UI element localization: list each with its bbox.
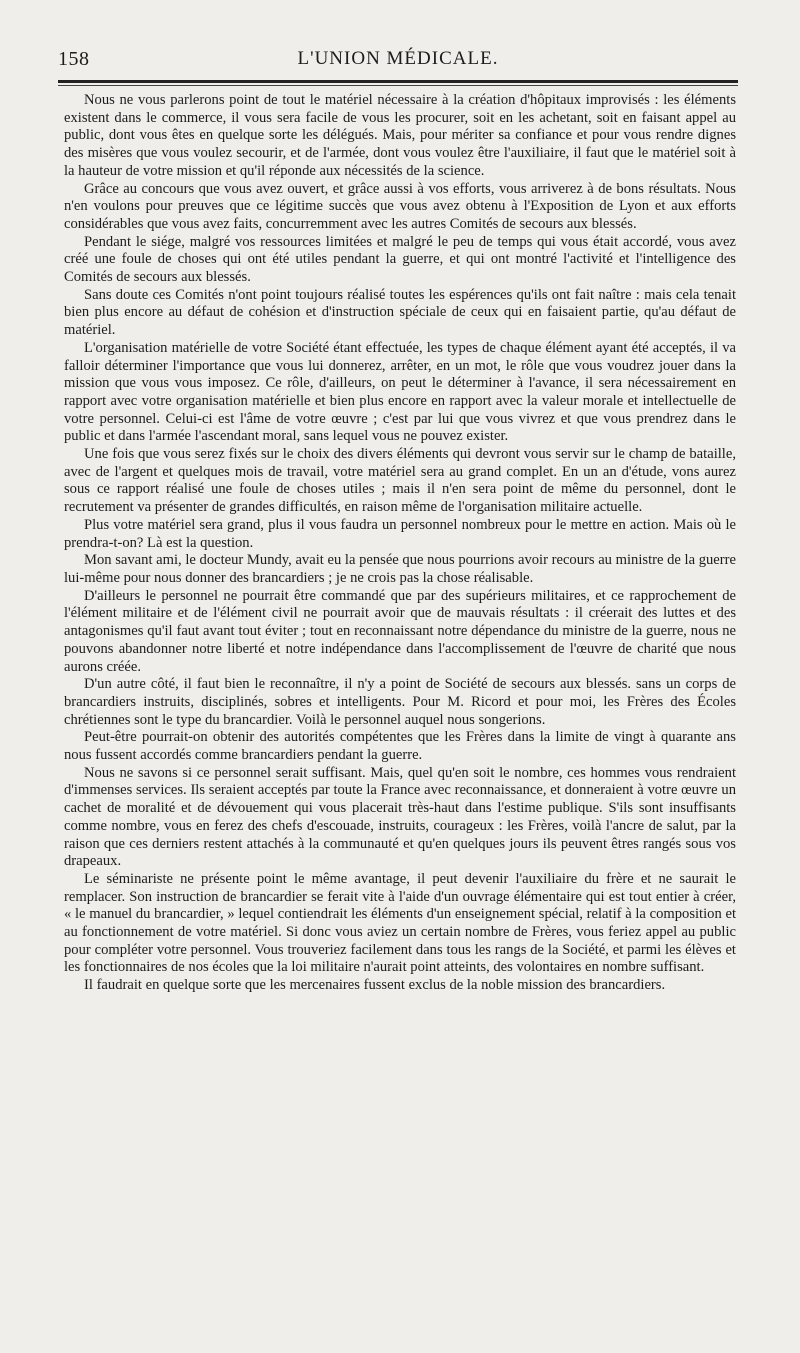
paragraph: Grâce au concours que vous avez ouvert, et grâce aussi à vos efforts, vous arriverez à de bons résultats. Nous n'en voulons pour preuves que ce légitime succès que vous avez obtenu à l'Exposition de Lyon et aux efforts considérables que vous avez faits, concurremment avec les autres Comités de secours aux blessés. <box>64 180 736 232</box>
paragraph: D'un autre côté, il faut bien le reconnaître, il n'y a point de Société de secours aux blessés. sans un corps de brancardiers instruits, disciplinés, sobres et intelligents. Pour M. Ricord et pour moi, les Frères des Écoles chrétiennes sont le type du brancardier. Voilà le personnel auquel nous songerions. <box>64 676 736 728</box>
running-title: L'UNION MÉDICALE. <box>297 48 499 69</box>
header-rule-thin <box>58 85 738 86</box>
header-rule <box>58 80 738 83</box>
page-number: 158 <box>58 48 90 70</box>
paragraph: Mon savant ami, le docteur Mundy, avait eu la pensée que nous pourrions avoir recours au ministre de la guerre lui-même pour nous donner des brancardiers ; je ne crois pas la chose réalisable. <box>64 552 736 586</box>
paragraph: Nous ne savons si ce personnel serait suffisant. Mais, quel qu'en soit le nombre, ces hommes vous rendraient d'immenses services. Ils seraient acceptés par toute la France avec reconnaissance, et donneraient à votre œuvre un cachet de moralité et de dévouement qui vous placerait très-haut dans l'estime publique. S'ils sont insuffisants comme nombre, vous en ferez des chefs d'escouade, instruits, courageux : les Frères, voilà l'ancre de salut, par la raison que ces derniers restent attachés à la communauté et qu'en quelques jours ils peuvent êtres rangés sous vos drapeaux. <box>64 764 736 870</box>
page-header <box>58 44 738 74</box>
paragraph: Nous ne vous parlerons point de tout le matériel nécessaire à la création d'hôpitaux improvisés : les éléments existent dans le commerce, il vous sera facile de vous les procurer, soit en les achetant, soit en faisant appel au public, dont vous êtes en quelque sorte les délégués. Mais, pour mériter sa confiance et pour vous rendre dignes des misères que vous voulez secourir, et de l'armée, dont vous voulez être l'auxiliaire, il faut que le matériel soit à la hauteur de votre mission et qu'il réponde aux nécessités de la science. <box>64 92 736 179</box>
paragraph: L'organisation matérielle de votre Société étant effectuée, les types de chaque élément ayant été acceptés, il va falloir déterminer l'importance que vous lui donnerez, arrêter, en un mot, le rôle que vous voudrez jouer dans la mission que vous vous imposez. Ce rôle, d'ailleurs, on peut le déterminer à l'avance, il sera nécessairement en rapport avec votre organisation matérielle et bien plus encore en rapport avec la valeur morale et intellectuelle de votre personnel. Celui-ci est l'âme de votre œuvre ; c'est par lui que vous vivrez et que vous prendrez dans le public et dans l'armée l'ascendant moral, sans lequel vous ne pouvez exister. <box>64 339 736 445</box>
paragraph: Pendant le siége, malgré vos ressources limitées et malgré le peu de temps qui vous était accordé, vous avez créé une foule de choses qui ont été utiles pendant la guerre, et qui ont montré l'activité et l'intelligence des Comités de secours aux blessés. <box>64 233 736 286</box>
paragraph: Sans doute ces Comités n'ont point toujours réalisé toutes les espérences qu'ils ont fait naître : mais cela tenait bien plus encore au défaut de cohésion et d'instruction spéciale de ceux qui en faisaient partie, qu'au défaut de matériel. <box>64 286 736 339</box>
body-text <box>64 92 736 995</box>
paragraph: Plus votre matériel sera grand, plus il vous faudra un personnel nombreux pour le mettre en action. Mais où le prendra-t-on? Là est la question. <box>64 516 736 551</box>
paragraph: D'ailleurs le personnel ne pourrait être commandé que par des supérieurs militaires, et ce rapprochement de l'élément militaire et de l'élément civil ne pourrait avoir que de mauvais résultats : il créerait des luttes et des antagonismes qu'il faut avant tout éviter ; tout en reconnaissant notre dépendance du ministre de la guerre, nous ne pouvons abandonner notre liberté et notre indépendance dans l'accomplissement de l'œuvre de charité que nous aurons créée. <box>64 587 736 675</box>
paragraph: Peut-être pourrait-on obtenir des autorités compétentes que les Frères dans la limite de vingt à quarante ans nous fussent accordés comme brancardiers pendant la guerre. <box>64 729 736 764</box>
paragraph: Le séminariste ne présente point le même avantage, il peut devenir l'auxiliaire du frère et ne saurait le remplacer. Son instruction de brancardier se ferait vite à l'aide d'un ouvrage élémentaire qui est tout entier à créer, « le manuel du brancardier, » lequel contiendrait les éléments d'un enseignement spécial, relatif à la composition et au fonctionnement de votre matériel. Si donc vous aviez un certain nombre de Frères, vous feriez appel au public pour compléter votre personnel. Vous trouveriez facilement dans tous les rangs de la Société, et parmi les élèves et les fonctionnaires de nos écoles que la loi militaire n'aurait point atteints, des volontaires en nombre suffisant. <box>64 870 736 976</box>
paragraph: Une fois que vous serez fixés sur le choix des divers éléments qui devront vous servir sur le champ de bataille, avec de l'argent et quelques mois de travail, votre matériel sera au grand complet. En un an d'étude, vons aurez sous ce rapport réalisé une foule de choses utiles ; mais il n'en sera point de même du personnel, dont le recrutement va présenter de grandes difficultés, en raison même de l'organisation militaire actuelle. <box>64 446 736 516</box>
paragraph: Il faudrait en quelque sorte que les mercenaires fussent exclus de la noble mission des brancardiers. <box>84 977 666 994</box>
